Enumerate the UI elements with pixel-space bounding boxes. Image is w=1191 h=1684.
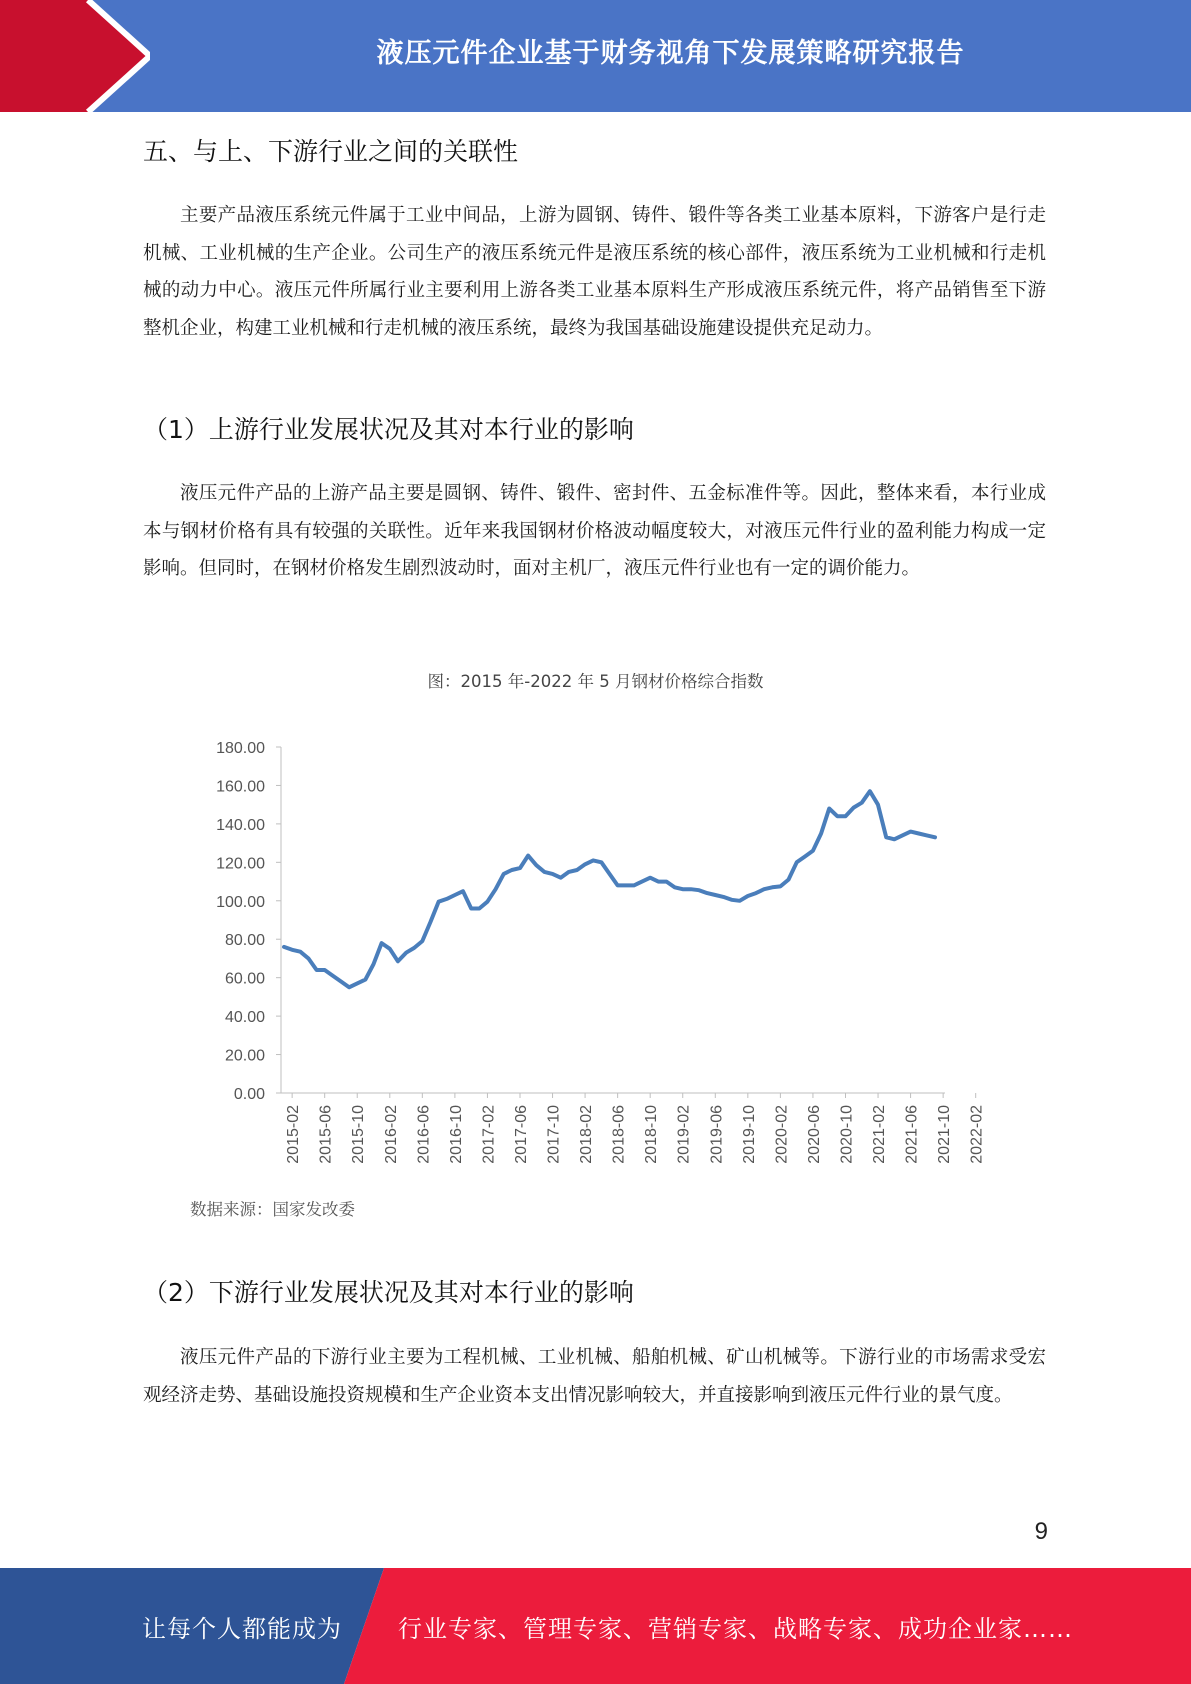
x-tick-label: 2020-06 bbox=[805, 1105, 823, 1164]
y-tick-label: 160.00 bbox=[216, 778, 265, 796]
section-heading: 五、与上、下游行业之间的关联性 bbox=[143, 137, 519, 166]
y-tick-label: 100.00 bbox=[216, 893, 265, 911]
x-tick-label: 2019-06 bbox=[708, 1105, 726, 1164]
y-tick-label: 40.00 bbox=[224, 1009, 265, 1027]
x-tick-label: 2019-10 bbox=[740, 1105, 758, 1164]
footer-slogan-left: 让每个人都能成为 bbox=[142, 1614, 342, 1643]
x-tick-label: 2016-06 bbox=[415, 1105, 433, 1164]
x-tick-label: 2021-06 bbox=[903, 1105, 921, 1164]
x-tick-label: 2017-06 bbox=[512, 1105, 530, 1164]
chevron-red-shape bbox=[0, 0, 150, 112]
x-tick-label: 2020-02 bbox=[773, 1105, 791, 1164]
x-tick-label: 2018-06 bbox=[610, 1105, 628, 1164]
upstream-heading: （1）上游行业发展状况及其对本行业的影响 bbox=[143, 415, 634, 444]
page-number: 9 bbox=[1034, 1518, 1048, 1545]
x-tick-label: 2021-10 bbox=[936, 1105, 954, 1164]
y-tick-label: 20.00 bbox=[224, 1047, 265, 1065]
x-tick-label: 2018-10 bbox=[643, 1105, 661, 1164]
series-line bbox=[284, 791, 935, 987]
report-title: 液压元件企业基于财务视角下发展策略研究报告 bbox=[376, 37, 965, 69]
downstream-heading: （2）下游行业发展状况及其对本行业的影响 bbox=[143, 1278, 634, 1307]
chart-source: 数据来源：国家发改委 bbox=[190, 1200, 355, 1219]
header-chevron-graphic bbox=[0, 0, 150, 112]
x-tick-label: 2021-02 bbox=[871, 1105, 889, 1164]
x-tick-label: 2015-06 bbox=[317, 1105, 335, 1164]
chart-title: 图：2015 年-2022 年 5 月钢材价格综合指数 bbox=[427, 672, 764, 691]
x-tick-label: 2018-02 bbox=[578, 1105, 596, 1164]
steel-price-line-chart bbox=[0, 720, 1191, 1190]
x-tick-label: 2016-10 bbox=[447, 1105, 465, 1164]
upstream-paragraph: 液压元件产品的上游产品主要是圆钢、铸件、锻件、密封件、五金标准件等。因此，整体来看，本行业成本与钢材价格有具有较强的关联性。近年来我国钢材价格波动幅度较大，对液压元件行业的盈利能力构成一定影响。但同时，在钢材价格发生剧烈波动时，面对主机厂，液压元件行业也有一定的调价能力。 bbox=[143, 483, 1046, 579]
y-tick-label: 140.00 bbox=[216, 816, 265, 834]
y-tick-label: 0.00 bbox=[233, 1086, 265, 1103]
y-tick-label: 60.00 bbox=[224, 970, 265, 988]
intro-paragraph: 主要产品液压系统元件属于工业中间品，上游为圆钢、铸件、锻件等各类工业基本原料，下游客户是行走机械、工业机械的生产企业。公司生产的液压系统元件是液压系统的核心部件，液压系统为工业机械和行走机械的动力中心。液压元件所属行业主要利用上游各类工业基本原料生产形成液压系统元件，将产品销售至下游整机企业，构建工业机械和行走机械的液压系统，最终为我国基础设施建设提供充足动力。 bbox=[143, 205, 1046, 339]
footer-slogan-right: 行业专家、管理专家、营销专家、战略专家、成功企业家…… bbox=[398, 1614, 1073, 1643]
y-tick-label: 180.00 bbox=[216, 740, 265, 757]
downstream-paragraph: 液压元件产品的下游行业主要为工程机械、工业机械、船舶机械、矿山机械等。下游行业的市场需求受宏观经济走势、基础设施投资规模和生产企业资本支出情况影响较大，并直接影响到液压元件行业的景气度。 bbox=[143, 1347, 1046, 1406]
footer-band bbox=[0, 1568, 1191, 1684]
x-tick-label: 2017-10 bbox=[545, 1105, 563, 1164]
x-tick-label: 2015-02 bbox=[285, 1105, 303, 1164]
x-tick-label: 2016-02 bbox=[382, 1105, 400, 1164]
x-tick-label: 2015-10 bbox=[350, 1105, 368, 1164]
x-tick-label: 2017-02 bbox=[480, 1105, 498, 1164]
y-tick-label: 120.00 bbox=[216, 855, 265, 873]
x-tick-label: 2020-10 bbox=[838, 1105, 856, 1164]
x-tick-label: 2022-02 bbox=[968, 1105, 986, 1164]
x-tick-label: 2019-02 bbox=[675, 1105, 693, 1164]
header-band bbox=[0, 0, 1191, 112]
y-tick-label: 80.00 bbox=[224, 932, 265, 950]
